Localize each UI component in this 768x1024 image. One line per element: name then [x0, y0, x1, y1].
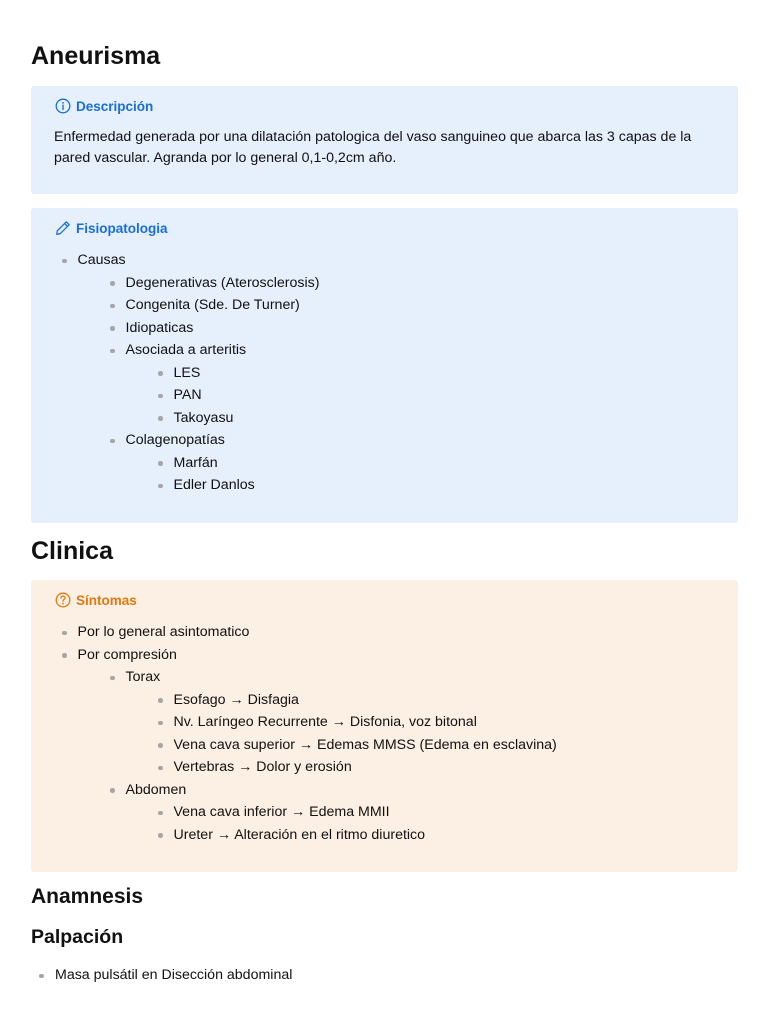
fisiopatologia-list — [54, 249, 319, 497]
list-item: Masa pulsátil en Disección abdominal — [31, 964, 292, 987]
callout-fisiopatologia — [31, 208, 738, 523]
list-item: Idiopaticas — [102, 317, 319, 340]
list-item: Vena cava superior → Edemas MMSS (Edema en esclavina) — [150, 734, 557, 757]
list-item: Takoyasu — [150, 407, 319, 430]
list-item: Vena cava inferior → Edema MMII — [150, 801, 557, 824]
list-item: Por lo general asintomatico — [54, 621, 557, 644]
list-item: Edler Danlos — [150, 474, 319, 497]
heading-anamnesis: Anamnesis — [31, 885, 144, 908]
callout-sintomas-header — [55, 591, 137, 609]
list-item: Abdomen Vena cava inferior → Edema MMII Ureter → Alteración en el ritmo diuretico — [102, 779, 557, 847]
list-item: Por compresión Torax Esofago → Disfagia Nv. Laríngeo Recurrente → Disfonia, voz bitonal Vena cava superior → Edemas MMSS (Edema en esclavina) Vertebras → Dolor y erosión Abdomen Vena cava inferior → Edema MMII Ureter → Alteración en el ritmo diuretico — [54, 644, 557, 847]
list-item: Vertebras → Dolor y erosión — [150, 756, 557, 779]
list-item: Marfán — [150, 452, 319, 475]
heading-clinica: Clinica — [31, 537, 113, 565]
list-item: Esofago → Disfagia — [150, 689, 557, 712]
list-item: Nv. Laríngeo Recurrente → Disfonia, voz bitonal — [150, 711, 557, 734]
sintomas-list — [54, 621, 557, 846]
list-item: PAN — [150, 384, 319, 407]
callout-sintomas-title: Síntomas — [76, 592, 137, 608]
question-circle-icon — [55, 592, 71, 608]
heading-palpacion: Palpación — [31, 926, 124, 948]
info-circle-icon — [55, 98, 71, 114]
heading-aneurisma: Aneurisma — [31, 42, 161, 70]
palpacion-list — [31, 964, 292, 987]
descripcion-text: Enfermedad generada por una dilatación patologica del vaso sanguineo que abarca las 3 capas de la pared vascular. Agranda por lo general 0,1-0,2cm año. — [54, 129, 692, 166]
list-item: Ureter → Alteración en el ritmo diuretico — [150, 824, 557, 847]
list-item: Torax Esofago → Disfagia Nv. Laríngeo Recurrente → Disfonia, voz bitonal Vena cava superior → Edemas MMSS (Edema en esclavina) Vertebras → Dolor y erosión — [102, 666, 557, 779]
callout-fisiopatologia-title: Fisiopatologia — [76, 220, 168, 236]
callout-descripcion-title: Descripción — [76, 98, 154, 114]
list-item: Colagenopatías Marfán Edler Danlos — [102, 429, 319, 497]
callout-descripcion — [31, 86, 738, 194]
list-item: Congenita (Sde. De Turner) — [102, 294, 319, 317]
list-item: LES — [150, 362, 319, 385]
list-item: Causas Degenerativas (Aterosclerosis) Congenita (Sde. De Turner) Idiopaticas Asociada a arteritis LES PAN Takoyasu Colagenopatías Marfán Edler Danlos — [54, 249, 319, 497]
pencil-icon — [55, 220, 71, 236]
list-item: Asociada a arteritis LES PAN Takoyasu — [102, 339, 319, 429]
list-item: Degenerativas (Aterosclerosis) — [102, 272, 319, 295]
callout-descripcion-header — [55, 97, 153, 115]
callout-fisiopatologia-header — [55, 219, 168, 237]
callout-sintomas — [31, 580, 738, 872]
